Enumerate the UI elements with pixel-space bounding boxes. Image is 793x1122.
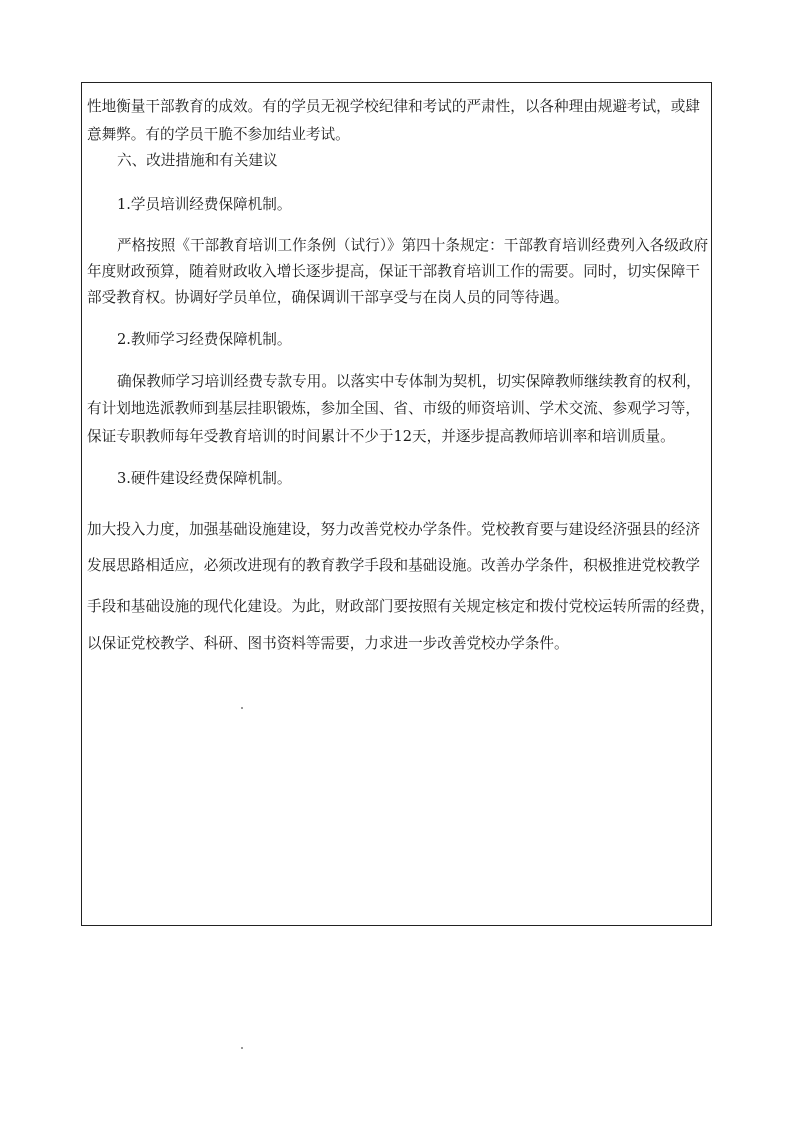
item2-heading: 2.教师学习经费保障机制。	[117, 331, 292, 348]
intro-line-2: 意舞弊。有的学员干脆不参加结业考试。	[87, 126, 350, 143]
item3-line-3: 手段和基础设施的现代化建设。为此，财政部门要按照有关规定核定和拨付党校运转所需的经费，	[87, 598, 715, 615]
intro-line-1: 性地衡量干部教育的成效。有的学员无视学校纪律和考试的严肃性，以各种理由规避考试，或肆	[87, 98, 700, 115]
item3-heading: 3.硬件建设经费保障机制。	[117, 470, 292, 487]
item2-line-2: 有计划地选派教师到基层挂职锻炼，参加全国、省、市级的师资培训、学术交流、参观学习等，	[87, 400, 700, 417]
item2-line-1: 确保教师学习培训经费专款专用。以落实中专体制为契机，切实保障教师继续教育的权利，	[117, 373, 701, 390]
scan-speck	[241, 1047, 243, 1049]
item3-line-1: 加大投入力度，加强基础设施建设，努力改善党校办学条件。党校教育要与建设经济强县的经济	[87, 521, 700, 538]
scan-speck	[241, 707, 243, 709]
item1-line-1: 严格按照《干部教育培训工作条例（试行）》第四十条规定：干部教育培训经费列入各级政府	[117, 237, 709, 254]
item1-line-2: 年度财政预算，随着财政收入增长逐步提高，保证干部教育培训工作的需要。同时，切实保障干	[87, 263, 700, 280]
section-heading: 六、改进措施和有关建议	[117, 152, 278, 169]
item3-line-4: 以保证党校教学、科研、图书资料等需要，力求进一步改善党校办学条件。	[87, 635, 569, 652]
item2-line-3: 保证专职教师每年受教育培训的时间累计不少于12天，并逐步提高教师培训率和培训质量。	[87, 428, 675, 445]
item3-line-2: 发展思路相适应，必须改进现有的教育教学手段和基础设施。改善办学条件，积极推进党校教学	[87, 557, 700, 574]
item1-line-3: 部受教育权。协调好学员单位，确保调训干部享受与在岗人员的同等待遇。	[87, 289, 569, 306]
item1-heading: 1.学员培训经费保障机制。	[117, 196, 292, 213]
